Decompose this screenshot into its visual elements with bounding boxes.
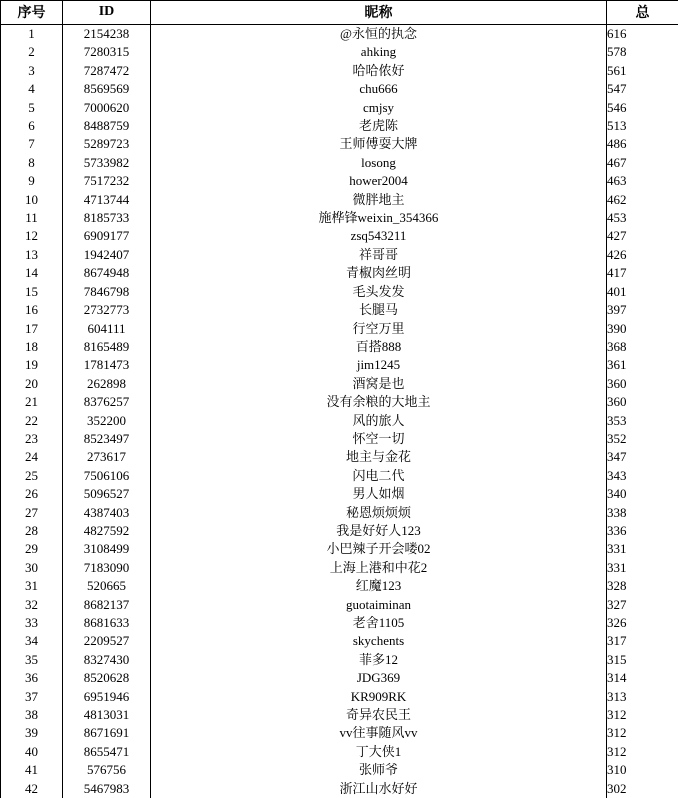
row-total: 313 <box>607 688 678 706</box>
row-id: 7000620 <box>63 99 151 117</box>
row-total: 467 <box>607 154 678 172</box>
row-total: 343 <box>607 467 678 485</box>
column-header-total: 总 <box>607 1 678 25</box>
row-id: 273617 <box>63 448 151 466</box>
row-id: 5733982 <box>63 154 151 172</box>
row-nickname: cmjsy <box>151 99 607 117</box>
row-rank: 38 <box>1 706 63 724</box>
row-rank: 40 <box>1 743 63 761</box>
row-rank: 36 <box>1 669 63 687</box>
row-rank: 33 <box>1 614 63 632</box>
table-row <box>1 99 678 117</box>
row-id: 2154238 <box>63 25 151 44</box>
row-total: 331 <box>607 540 678 558</box>
row-total: 326 <box>607 614 678 632</box>
row-total: 312 <box>607 743 678 761</box>
row-nickname: 没有余粮的大地主 <box>151 393 607 411</box>
row-nickname: jim1245 <box>151 356 607 374</box>
table-row <box>1 356 678 374</box>
table-row <box>1 338 678 356</box>
row-rank: 15 <box>1 283 63 301</box>
row-nickname: 浙江山水好好 <box>151 780 607 798</box>
row-rank: 31 <box>1 577 63 595</box>
table-row <box>1 25 678 44</box>
row-id: 5289723 <box>63 135 151 153</box>
row-rank: 20 <box>1 375 63 393</box>
row-id: 5096527 <box>63 485 151 503</box>
table-row <box>1 320 678 338</box>
row-nickname: 闪电二代 <box>151 467 607 485</box>
table-row <box>1 283 678 301</box>
row-rank: 9 <box>1 172 63 190</box>
row-nickname: losong <box>151 154 607 172</box>
row-rank: 35 <box>1 651 63 669</box>
row-rank: 14 <box>1 264 63 282</box>
row-nickname: 上海上港和中花2 <box>151 559 607 577</box>
row-rank: 39 <box>1 724 63 742</box>
row-total: 310 <box>607 761 678 779</box>
row-rank: 18 <box>1 338 63 356</box>
row-id: 8185733 <box>63 209 151 227</box>
row-rank: 10 <box>1 191 63 209</box>
row-id: 262898 <box>63 375 151 393</box>
row-nickname: 百搭888 <box>151 338 607 356</box>
row-nickname: 微胖地主 <box>151 191 607 209</box>
table-row <box>1 467 678 485</box>
table-row <box>1 577 678 595</box>
row-id: 3108499 <box>63 540 151 558</box>
row-id: 2209527 <box>63 632 151 650</box>
row-total: 352 <box>607 430 678 448</box>
row-id: 7517232 <box>63 172 151 190</box>
table-row <box>1 264 678 282</box>
row-total: 338 <box>607 504 678 522</box>
row-id: 6951946 <box>63 688 151 706</box>
row-id: 8488759 <box>63 117 151 135</box>
table-row <box>1 430 678 448</box>
table-row <box>1 227 678 245</box>
row-nickname: hower2004 <box>151 172 607 190</box>
row-total: 546 <box>607 99 678 117</box>
table-row <box>1 522 678 540</box>
row-rank: 23 <box>1 430 63 448</box>
table-row <box>1 393 678 411</box>
table-row <box>1 301 678 319</box>
table-row <box>1 412 678 430</box>
row-rank: 32 <box>1 596 63 614</box>
table-row <box>1 688 678 706</box>
row-nickname: 菲多12 <box>151 651 607 669</box>
row-id: 7280315 <box>63 43 151 61</box>
table-header-row <box>1 1 678 25</box>
row-rank: 37 <box>1 688 63 706</box>
row-total: 417 <box>607 264 678 282</box>
column-header-rank: 序号 <box>1 1 63 25</box>
table-row <box>1 559 678 577</box>
row-total: 302 <box>607 780 678 798</box>
row-total: 453 <box>607 209 678 227</box>
row-nickname: 老虎陈 <box>151 117 607 135</box>
row-nickname: ahking <box>151 43 607 61</box>
row-id: 1942407 <box>63 246 151 264</box>
row-id: 4813031 <box>63 706 151 724</box>
row-rank: 29 <box>1 540 63 558</box>
row-total: 360 <box>607 375 678 393</box>
row-total: 336 <box>607 522 678 540</box>
row-total: 314 <box>607 669 678 687</box>
table-row <box>1 485 678 503</box>
table-row <box>1 43 678 61</box>
row-nickname: 施桦锋weixin_354366 <box>151 209 607 227</box>
table-row <box>1 172 678 190</box>
row-total: 327 <box>607 596 678 614</box>
table-row <box>1 504 678 522</box>
row-nickname: skychents <box>151 632 607 650</box>
row-rank: 19 <box>1 356 63 374</box>
row-nickname: 我是好好人123 <box>151 522 607 540</box>
row-nickname: 青椒肉丝明 <box>151 264 607 282</box>
table-row <box>1 246 678 264</box>
row-id: 4827592 <box>63 522 151 540</box>
row-id: 8520628 <box>63 669 151 687</box>
row-rank: 5 <box>1 99 63 117</box>
table-row <box>1 669 678 687</box>
row-id: 8671691 <box>63 724 151 742</box>
row-nickname: JDG369 <box>151 669 607 687</box>
row-nickname: @永恒的执念 <box>151 25 607 44</box>
row-id: 2732773 <box>63 301 151 319</box>
table-row <box>1 614 678 632</box>
table-row <box>1 596 678 614</box>
table-row <box>1 632 678 650</box>
row-total: 578 <box>607 43 678 61</box>
row-nickname: 长腿马 <box>151 301 607 319</box>
row-total: 513 <box>607 117 678 135</box>
row-rank: 4 <box>1 80 63 98</box>
row-id: 8569569 <box>63 80 151 98</box>
row-nickname: 王师傅耍大牌 <box>151 135 607 153</box>
row-nickname: 地主与金花 <box>151 448 607 466</box>
row-rank: 2 <box>1 43 63 61</box>
row-total: 561 <box>607 62 678 80</box>
row-rank: 26 <box>1 485 63 503</box>
column-header-nickname: 昵称 <box>151 1 607 25</box>
table-row <box>1 117 678 135</box>
row-nickname: 丁大侠1 <box>151 743 607 761</box>
row-id: 8165489 <box>63 338 151 356</box>
table-row <box>1 135 678 153</box>
table-row <box>1 62 678 80</box>
row-total: 401 <box>607 283 678 301</box>
row-rank: 1 <box>1 25 63 44</box>
row-total: 312 <box>607 724 678 742</box>
row-rank: 34 <box>1 632 63 650</box>
table-body <box>1 25 678 798</box>
row-id: 7183090 <box>63 559 151 577</box>
row-rank: 25 <box>1 467 63 485</box>
row-total: 426 <box>607 246 678 264</box>
row-rank: 30 <box>1 559 63 577</box>
row-id: 1781473 <box>63 356 151 374</box>
row-id: 604111 <box>63 320 151 338</box>
row-rank: 42 <box>1 780 63 798</box>
row-id: 8655471 <box>63 743 151 761</box>
row-nickname: guotaiminan <box>151 596 607 614</box>
row-id: 520665 <box>63 577 151 595</box>
table-row <box>1 724 678 742</box>
row-total: 462 <box>607 191 678 209</box>
row-rank: 27 <box>1 504 63 522</box>
row-rank: 21 <box>1 393 63 411</box>
row-rank: 7 <box>1 135 63 153</box>
column-header-id: ID <box>63 1 151 25</box>
table-row <box>1 761 678 779</box>
row-nickname: 男人如烟 <box>151 485 607 503</box>
row-total: 463 <box>607 172 678 190</box>
table-row <box>1 780 678 798</box>
row-rank: 6 <box>1 117 63 135</box>
row-total: 328 <box>607 577 678 595</box>
row-nickname: 祥哥哥 <box>151 246 607 264</box>
row-nickname: vv往事随风vv <box>151 724 607 742</box>
row-nickname: 哈哈侬好 <box>151 62 607 80</box>
row-rank: 11 <box>1 209 63 227</box>
row-rank: 8 <box>1 154 63 172</box>
row-nickname: zsq543211 <box>151 227 607 245</box>
row-rank: 28 <box>1 522 63 540</box>
row-id: 7846798 <box>63 283 151 301</box>
table-row <box>1 375 678 393</box>
row-total: 331 <box>607 559 678 577</box>
row-id: 8523497 <box>63 430 151 448</box>
row-nickname: 红魔123 <box>151 577 607 595</box>
row-id: 4713744 <box>63 191 151 209</box>
table-row <box>1 540 678 558</box>
row-nickname: 张师爷 <box>151 761 607 779</box>
row-nickname: 行空万里 <box>151 320 607 338</box>
row-nickname: 酒窝是也 <box>151 375 607 393</box>
row-id: 8681633 <box>63 614 151 632</box>
table-row <box>1 209 678 227</box>
row-id: 8376257 <box>63 393 151 411</box>
table-row <box>1 448 678 466</box>
row-total: 397 <box>607 301 678 319</box>
table-row <box>1 154 678 172</box>
row-total: 486 <box>607 135 678 153</box>
row-id: 8674948 <box>63 264 151 282</box>
row-total: 353 <box>607 412 678 430</box>
row-total: 340 <box>607 485 678 503</box>
row-id: 5467983 <box>63 780 151 798</box>
row-total: 547 <box>607 80 678 98</box>
row-total: 317 <box>607 632 678 650</box>
row-nickname: chu666 <box>151 80 607 98</box>
row-id: 8682137 <box>63 596 151 614</box>
row-total: 361 <box>607 356 678 374</box>
row-rank: 3 <box>1 62 63 80</box>
row-id: 7506106 <box>63 467 151 485</box>
row-id: 4387403 <box>63 504 151 522</box>
row-rank: 41 <box>1 761 63 779</box>
row-nickname: 风的旅人 <box>151 412 607 430</box>
row-rank: 22 <box>1 412 63 430</box>
row-rank: 13 <box>1 246 63 264</box>
row-nickname: 秘恩烦烦烦 <box>151 504 607 522</box>
row-total: 312 <box>607 706 678 724</box>
row-rank: 16 <box>1 301 63 319</box>
table-row <box>1 743 678 761</box>
row-nickname: 奇异农民王 <box>151 706 607 724</box>
row-total: 347 <box>607 448 678 466</box>
row-total: 427 <box>607 227 678 245</box>
row-total: 360 <box>607 393 678 411</box>
row-nickname: KR909RK <box>151 688 607 706</box>
table-row <box>1 191 678 209</box>
row-id: 576756 <box>63 761 151 779</box>
table-row <box>1 651 678 669</box>
row-nickname: 毛头发发 <box>151 283 607 301</box>
row-id: 6909177 <box>63 227 151 245</box>
row-total: 390 <box>607 320 678 338</box>
row-id: 8327430 <box>63 651 151 669</box>
row-nickname: 老舍1105 <box>151 614 607 632</box>
row-rank: 17 <box>1 320 63 338</box>
table-row <box>1 80 678 98</box>
row-id: 352200 <box>63 412 151 430</box>
row-nickname: 小巴辣子开会喽02 <box>151 540 607 558</box>
row-rank: 24 <box>1 448 63 466</box>
row-nickname: 怀空一切 <box>151 430 607 448</box>
row-id: 7287472 <box>63 62 151 80</box>
row-rank: 12 <box>1 227 63 245</box>
table-row <box>1 706 678 724</box>
row-total: 368 <box>607 338 678 356</box>
row-total: 616 <box>607 25 678 44</box>
row-total: 315 <box>607 651 678 669</box>
